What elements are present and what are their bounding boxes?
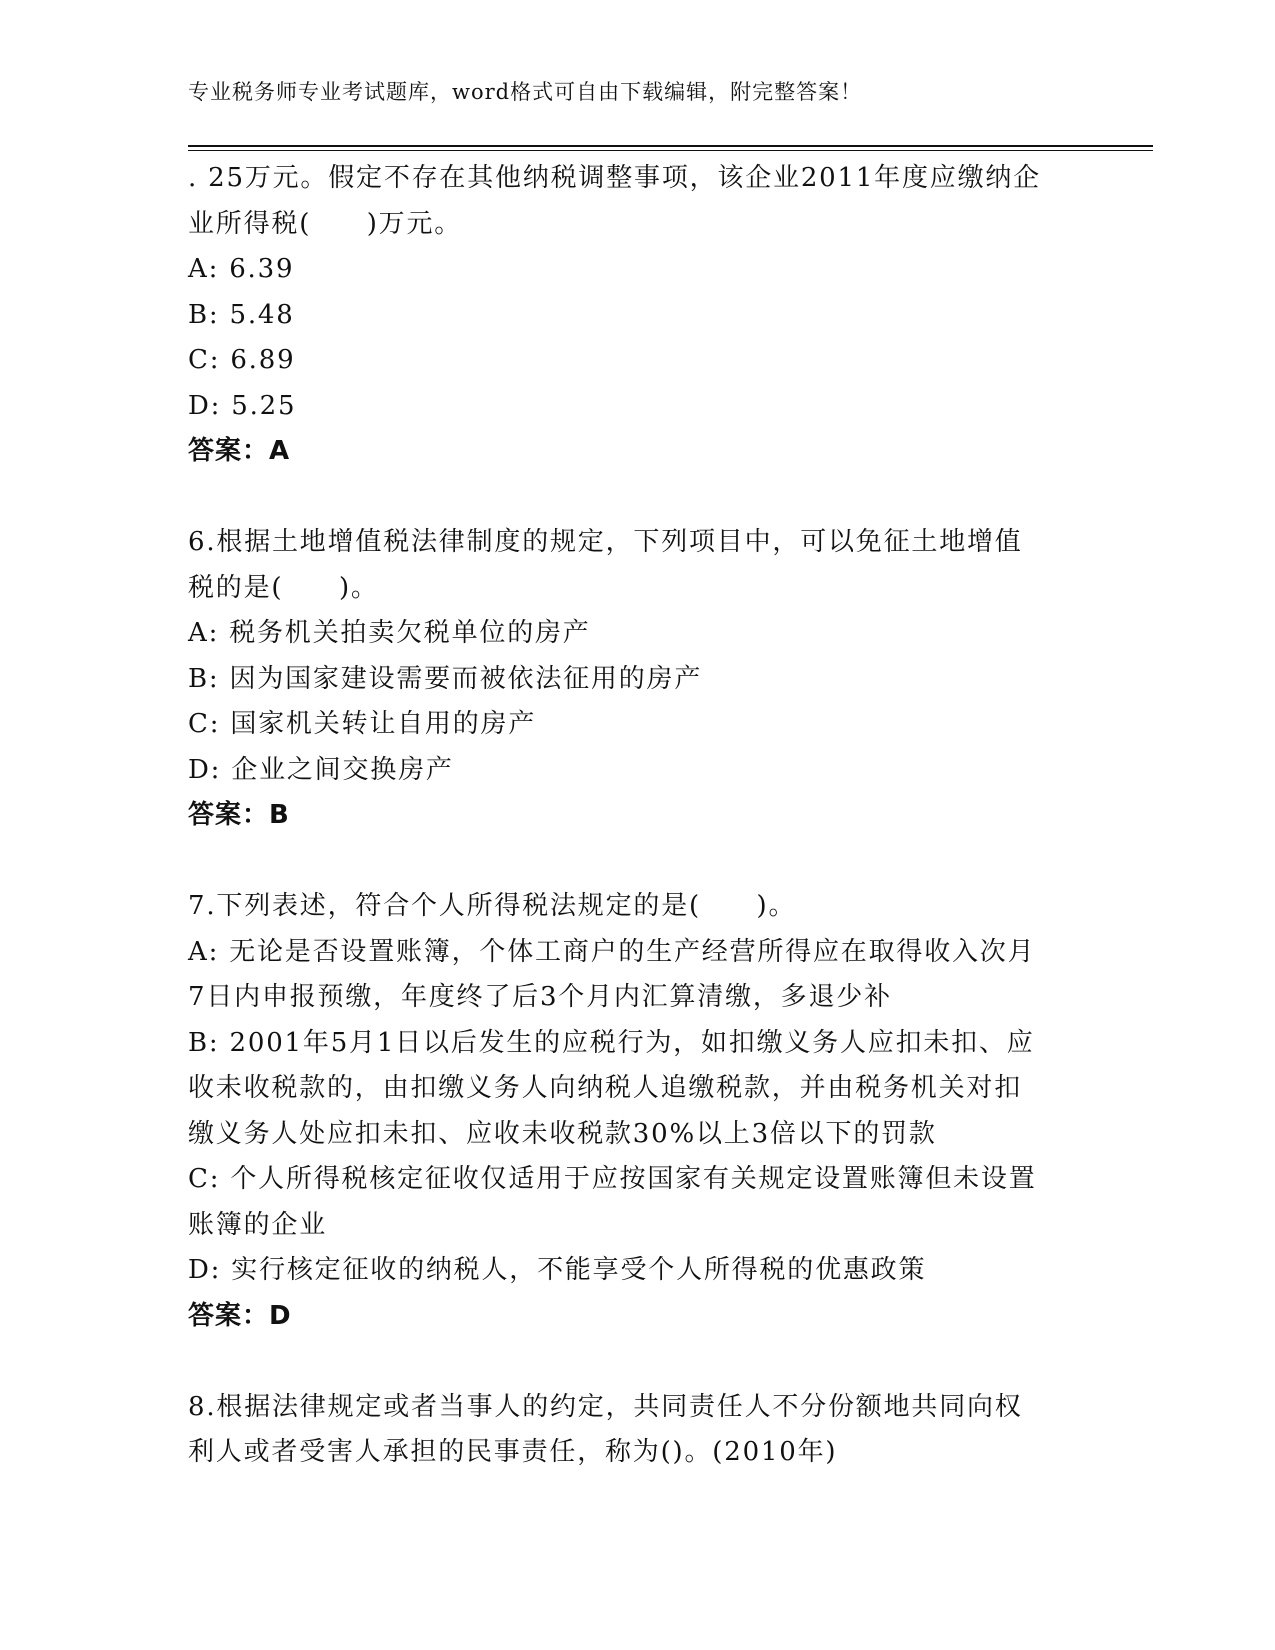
answer-line: 答案：A [188, 436, 291, 466]
option-a: A: 无论是否设置账簿，个体工商户的生产经营所得应在取得收入次月 [188, 936, 1036, 967]
document-header-note: 专业税务师专业考试题库，word格式可自由下载编辑，附完整答案！ [188, 80, 863, 104]
question-7 [188, 884, 1088, 1339]
question-stem-line: 税的是( )。 [188, 572, 379, 603]
option-c: C: 个人所得税核定征收仅适用于应按国家有关规定设置账簿但未设置 [188, 1164, 1037, 1194]
option-d: D: 企业之间交换房产 [188, 754, 454, 785]
question-stem-line: . 25万元。假定不存在其他纳税调整事项，该企业2011年度应缴纳企 [188, 163, 1041, 193]
answer-line: 答案：B [188, 800, 290, 830]
question-6 [188, 520, 1088, 839]
question-stem-line: 6.根据土地增值税法律制度的规定，下列项目中，可以免征土地增值 [188, 527, 1023, 557]
question-stem-line: 7.下列表述，符合个人所得税法规定的是( )。 [188, 891, 797, 921]
question-stem-line: 8.根据法律规定或者当事人的约定，共同责任人不分份额地共同向权 [188, 1391, 1023, 1422]
spacer [188, 475, 1088, 521]
header-divider [188, 145, 1153, 151]
question-5 [188, 156, 1088, 475]
option-b-continuation: 收未收税款的，由扣缴义务人向纳税人追缴税款，并由税务机关对扣 [188, 1073, 1023, 1103]
option-c: C: 国家机关转让自用的房产 [188, 709, 537, 739]
option-a: A: 税务机关拍卖欠税单位的房产 [188, 618, 591, 648]
spacer [188, 1339, 1088, 1385]
question-stem-line: 利人或者受害人承担的民事责任，称为()。(2010年) [188, 1437, 838, 1467]
spacer [188, 839, 1088, 885]
option-d: D: 5.25 [188, 390, 297, 421]
question-8 [188, 1385, 1088, 1476]
option-b: B: 2001年5月1日以后发生的应税行为，如扣缴义务人应扣未扣、应 [188, 1027, 1035, 1058]
option-b: B: 5.48 [188, 299, 295, 330]
option-c: C: 6.89 [188, 345, 296, 375]
option-b: B: 因为国家建设需要而被依法征用的房产 [188, 663, 703, 694]
option-b-continuation: 缴义务人处应扣未扣、应收未收税款30%以上3倍以下的罚款 [188, 1118, 937, 1149]
option-c-continuation: 账簿的企业 [188, 1209, 328, 1240]
option-d: D: 实行核定征收的纳税人，不能享受个人所得税的优惠政策 [188, 1255, 927, 1285]
answer-line: 答案：D [188, 1300, 292, 1331]
option-a: A: 6.39 [188, 254, 295, 284]
question-stem-line: 业所得税( )万元。 [188, 208, 463, 239]
question-content [188, 156, 1088, 1476]
option-a-continuation: 7日内申报预缴，年度终了后3个月内汇算清缴，多退少补 [188, 982, 892, 1012]
